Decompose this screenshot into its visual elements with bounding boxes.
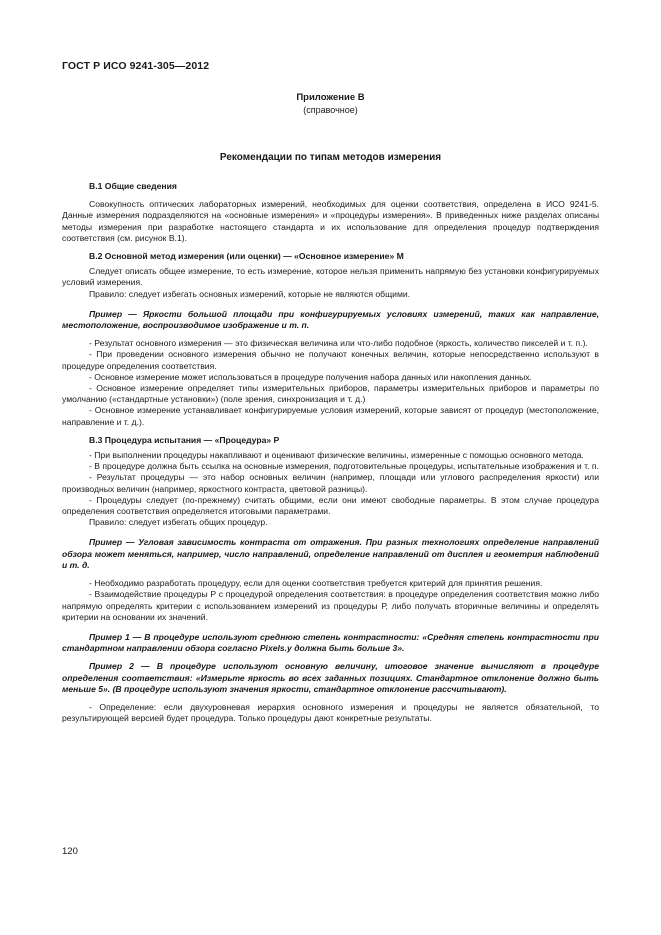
list-item: - Необходимо разработать процедуру, если для оценки соответствия требуется критерий для принятия решения.	[89, 578, 543, 589]
list-item: - Основное измерение устанавливает конфигурируемые условия измерений, которые зависят от процедур (местоположение, направление и т. д.).	[62, 405, 599, 427]
example-1-paragraph: Пример 1 — В процедуре используют среднюю степень контрастности: «Средняя степень контрастности при стандартном направлении обзора согласно Pixels.y должна быть больше 3».	[62, 631, 599, 654]
section-heading-b1: В.1 Общие сведения	[89, 181, 177, 191]
section-heading-b3: В.3 Процедура испытания — «Процедура» Р	[89, 434, 280, 445]
page-number: 120	[62, 846, 78, 857]
rule-paragraph: Правило: следует избегать основных измерений, которые не являются общими.	[89, 288, 411, 299]
example-paragraph: Пример — Яркости большой площади при конфигурируемых условиях измерений, таких как направление, местоположение, воспроизводимое изображение и т. п.	[62, 308, 599, 331]
paragraph: Совокупность оптических лабораторных измерений, необходимых для оценки соответствия, определена в ИСО 9241-5. Данные измерения подразделяются на «основные измерения» и «процедуры измерения». В приведенных ниже разделах описаны методы измерения при разработке настоящего стандарта и их использование для определения процедур подтверждения соответствия (см. рисунок В.1).	[62, 199, 599, 243]
list-item: - В процедуре должна быть ссылка на основные измерения, подготовительные процедуры, испытательные изображения и т. п.	[89, 461, 599, 472]
list-item: - При проведении основного измерения обычно не получают конечных величин, которые непосредственно используют в процедуре определения соответствия.	[62, 349, 599, 371]
list-item: - Основное измерение определяет типы измерительных приборов, параметры измерительных приборов и параметры по умолчанию («стандартные установки») (поле зрения, синхронизация и т. д.)	[62, 383, 599, 405]
list-item: - Взаимодействие процедуры Р с процедурой определения соответствия: в процедуре определения соответствия можно либо напрямую определять критерии с использованием измерений из процедуры Р, либо получать вторичные величины и определять критерии на основании их значений.	[62, 589, 599, 622]
example-paragraph: Пример — Угловая зависимость контраста от отражения. При разных технологиях определение направлений обзора может меняться, например, число направлений, определение направлений от дисплея и геометрия наблюдений и т. д.	[62, 537, 599, 570]
annex-heading	[0, 91, 661, 117]
list-item: - Результат процедуры — это набор основных величин (например, площади или углового распределения яркости) или производных величин (например, яркостного контраста, цветовой разницы).	[62, 472, 599, 494]
definition-paragraph: - Определение: если двухуровневая иерархия основного измерения и процедуры не является обязательной, то результирующей версией будет процедура. Только процедуры дают конкретные результаты.	[62, 701, 599, 724]
annex-title: Приложение В	[296, 92, 365, 103]
list-item: - Результат основного измерения — это физическая величина или что-либо подобное (яркость, количество пикселей и т. п.).	[89, 338, 588, 349]
document-header: ГОСТ Р ИСО 9241-305—2012	[62, 60, 210, 72]
document-title: Рекомендации по типам методов измерения	[219, 152, 442, 163]
section-heading-b2: В.2 Основной метод измерения (или оценки) — «Основное измерение» М	[89, 251, 404, 262]
annex-subtitle: (справочное)	[303, 105, 358, 115]
example-2-paragraph: Пример 2 — В процедуре используют основную величину, итоговое значение вычисляют в процедуре определения соответствия: «Измерьте яркость во всех заданных позициях. Стандартное отклонение должно быть меньше 5». (В процедуре используют значения яркости, стандартное отклонение рассчитывают).	[62, 661, 599, 694]
paragraph: Следует описать общее измерение, то есть измерение, которое нельзя применить напрямую без установки конфигурируемых условий измерения.	[62, 266, 599, 288]
list-item: - При выполнении процедуры накапливают и оценивают физические величины, измеренные с помощью основного метода.	[89, 450, 584, 461]
main-content	[62, 181, 599, 724]
rule-paragraph: Правило: следует избегать общих процедур.	[89, 517, 268, 528]
list-item: - Основное измерение может использоваться в процедуре получения набора данных или накопления данных.	[89, 371, 532, 382]
list-item: - Процедуры следует (по-прежнему) считать общими, если они имеют свободные параметры. В этом случае процедура определения соответствия определяется итоговыми параметрами.	[62, 494, 599, 517]
